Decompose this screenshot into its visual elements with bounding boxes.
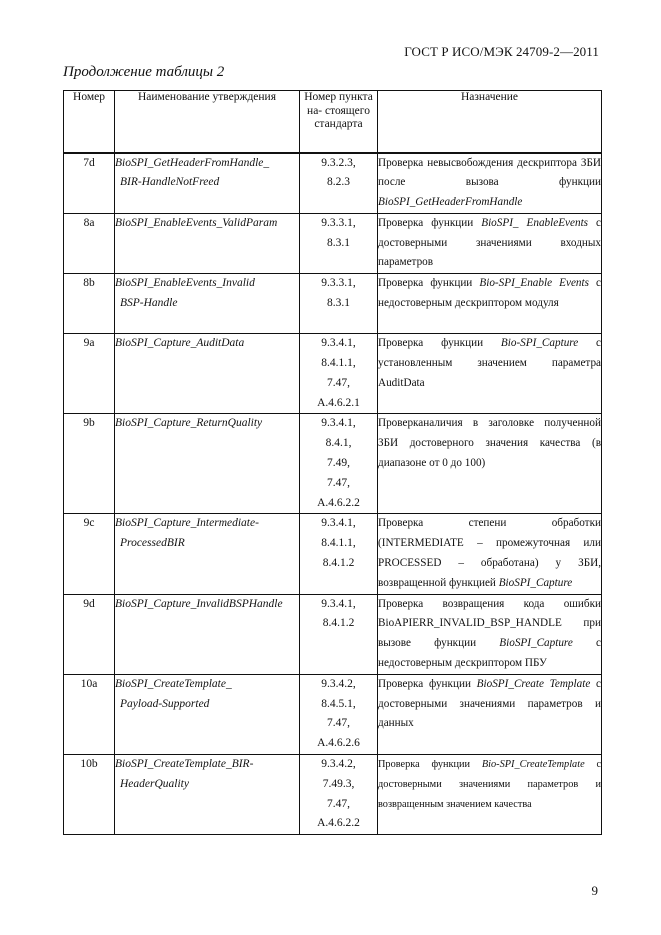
clause-reference-line: A.4.6.2.2 — [317, 496, 360, 509]
assertion-name-line: BioSPI_EnableEvents_Invalid — [115, 277, 255, 290]
purpose-text: Проверка функции — [378, 759, 471, 771]
clause-reference-line: 9.3.4.1, — [321, 597, 356, 610]
assertion-name-line: BSP-Handle — [120, 297, 178, 310]
assertion-name — [115, 594, 300, 674]
table-row — [64, 514, 602, 594]
clause-reference-line: 8.4.1, — [325, 437, 352, 450]
purpose-text-tail: с недостоверным дескриптором модуля — [378, 277, 602, 310]
purpose-text: Проверка функции — [378, 277, 473, 290]
purpose-text: Проверка функции — [378, 337, 484, 350]
table-body — [64, 153, 602, 835]
column-header-clause: Номер пункта на- стоящего стандарта — [300, 91, 378, 153]
purpose-description — [378, 514, 602, 594]
clause-reference — [300, 213, 378, 273]
page-number: 9 — [591, 883, 598, 898]
document-header: ГОСТ Р ИСО/МЭК 24709-2—2011 — [404, 44, 599, 59]
purpose-function-name: Bio-SPI_Capture — [500, 337, 579, 350]
row-number: 9b — [64, 414, 115, 514]
column-header-name: Наименование утверждения — [115, 91, 300, 153]
purpose-text: Проверка невысвобождения дескриптора ЗБИ после вызова функции — [378, 156, 601, 189]
table-row — [64, 594, 602, 674]
table-row — [64, 334, 602, 414]
clause-reference-line: 9.3.4.1, — [321, 337, 356, 350]
clause-reference-line: 7.47, — [327, 476, 350, 489]
table-header-row — [64, 91, 602, 153]
purpose-text-tail: с достоверными значениями параметров и возвращенным значением качества — [378, 759, 602, 810]
row-number: 8a — [64, 213, 115, 273]
clause-reference-line: 8.4.5.1, — [321, 697, 356, 710]
row-number: 10a — [64, 674, 115, 754]
assertion-name — [115, 514, 300, 594]
assertion-name-line: BioSPI_GetHeaderFromHandle_ — [115, 156, 270, 169]
clause-reference-line: 7.47, — [327, 717, 350, 730]
purpose-text: Проверканаличия в заголовке полученной ЗБИ достоверного значения качества (в диапазоне от 0 до 100) — [378, 417, 601, 470]
clause-reference — [300, 594, 378, 674]
table-row — [64, 755, 602, 835]
clause-reference-line: 9.3.4.1, — [321, 517, 356, 530]
purpose-function-name: Bio-SPI_CreateTemplate — [481, 759, 585, 771]
clause-reference — [300, 334, 378, 414]
assertion-name-line: Payload-Supported — [120, 697, 210, 710]
table-row — [64, 153, 602, 214]
clause-reference-line: 7.49.3, — [322, 777, 355, 790]
clause-reference-line: 8.2.3 — [327, 176, 350, 189]
purpose-description — [378, 594, 602, 674]
purpose-text-tail: с достоверными значениями параметров и данных — [378, 677, 601, 730]
purpose-function-name: BioSPI_GetHeaderFromHandle — [378, 196, 523, 209]
purpose-description — [378, 414, 602, 514]
purpose-function-name: BioSPI_Capture — [498, 576, 573, 589]
clause-reference-line: 9.3.4.1, — [321, 417, 356, 430]
clause-reference-line: 8.4.1.1, — [321, 537, 356, 550]
clause-reference-line: A.4.6.2.2 — [317, 817, 360, 830]
assertion-name — [115, 414, 300, 514]
purpose-function-name: Bio-SPI_Enable Events — [479, 277, 589, 290]
assertion-name — [115, 755, 300, 835]
clause-reference-line: A.4.6.2.1 — [317, 396, 360, 409]
purpose-description — [378, 274, 602, 334]
column-header-number: Номер — [64, 91, 115, 153]
purpose-function-name: BioSPI_Create Template — [476, 677, 591, 690]
purpose-text: Проверка функции — [378, 677, 471, 690]
row-number: 10b — [64, 755, 115, 835]
row-number: 8b — [64, 274, 115, 334]
purpose-text: Проверка степени обработки (INTERMEDIATE – промежуточная или PROCESSED – обработана) у ЗБИ, возвращенной функцией — [378, 517, 601, 589]
clause-reference — [300, 674, 378, 754]
table-caption: Продолжение таблицы 2 — [63, 64, 225, 80]
row-number: 7d — [64, 153, 115, 214]
assertion-name-line: ProcessedBIR — [120, 537, 185, 550]
assertion-name — [115, 334, 300, 414]
clause-reference-line: 8.4.1.2 — [322, 617, 355, 630]
clause-reference — [300, 153, 378, 214]
clause-reference-line: 9.3.3.1, — [321, 277, 356, 290]
assertion-name-line: HeaderQuality — [120, 777, 189, 790]
clause-reference — [300, 414, 378, 514]
clause-reference-line: 8.4.1.2 — [322, 557, 355, 570]
purpose-text-tail: с достоверными значениями входных параметров — [378, 216, 601, 269]
table-row — [64, 674, 602, 754]
purpose-text-tail: с недостоверным дескриптором ПБУ — [378, 637, 601, 670]
assertion-name — [115, 213, 300, 273]
clause-reference-line: A.4.6.2.6 — [317, 737, 360, 750]
assertion-name-line: BioSPI_Capture_ReturnQuality — [115, 417, 263, 430]
row-number: 9c — [64, 514, 115, 594]
table-row — [64, 274, 602, 334]
clause-reference-line: 9.3.2.3, — [321, 156, 356, 169]
row-number: 9d — [64, 594, 115, 674]
purpose-text: Проверка функции — [378, 216, 474, 229]
assertion-name-line: BioSPI_Capture_AuditData — [115, 337, 245, 350]
clause-reference-line: 7.49, — [327, 457, 350, 470]
clause-reference-line: 8.4.1.1, — [321, 357, 356, 370]
assertion-name — [115, 674, 300, 754]
assertions-table — [63, 90, 602, 835]
assertion-name-line: BioSPI_CreateTemplate_BIR- — [115, 758, 254, 771]
purpose-function-name: BioSPI_Capture — [499, 637, 573, 650]
clause-reference-line: 9.3.4.2, — [321, 677, 356, 690]
assertion-name — [115, 153, 300, 214]
clause-reference-line: 8.3.1 — [327, 236, 350, 249]
clause-reference-line: 9.3.3.1, — [321, 216, 356, 229]
clause-reference-line: 9.3.4.2, — [321, 758, 356, 771]
purpose-description — [378, 153, 602, 214]
purpose-function-name: BioSPI_ EnableEvents — [481, 216, 589, 229]
assertion-name-line: BIR-HandleNotFreed — [120, 176, 220, 189]
purpose-text: Проверка возвращения кода ошибки BioAPIERR_INVALID_BSP_HANDLE при вызове функции — [378, 597, 601, 650]
purpose-text-tail: с установленным значением параметра AuditData — [378, 337, 601, 389]
purpose-description — [378, 755, 602, 835]
clause-reference — [300, 514, 378, 594]
assertion-name-line: BioSPI_Capture_Intermediate- — [115, 517, 259, 530]
table-row — [64, 414, 602, 514]
purpose-description — [378, 213, 602, 273]
clause-reference — [300, 755, 378, 835]
row-number: 9a — [64, 334, 115, 414]
purpose-description — [378, 334, 602, 414]
clause-reference-line: 8.3.1 — [327, 297, 350, 310]
purpose-description — [378, 674, 602, 754]
clause-reference-line: 7.47, — [327, 376, 350, 389]
assertion-name — [115, 274, 300, 334]
assertion-name-line: BioSPI_CreateTemplate_ — [115, 677, 232, 690]
assertion-name-line: BioSPI_EnableEvents_ValidParam — [115, 216, 278, 229]
table-row — [64, 213, 602, 273]
column-header-purpose: Назначение — [378, 91, 602, 153]
clause-reference — [300, 274, 378, 334]
clause-reference-line: 7.47, — [327, 797, 350, 810]
assertion-name-line: BioSPI_Capture_InvalidBSPHandle — [115, 597, 283, 610]
